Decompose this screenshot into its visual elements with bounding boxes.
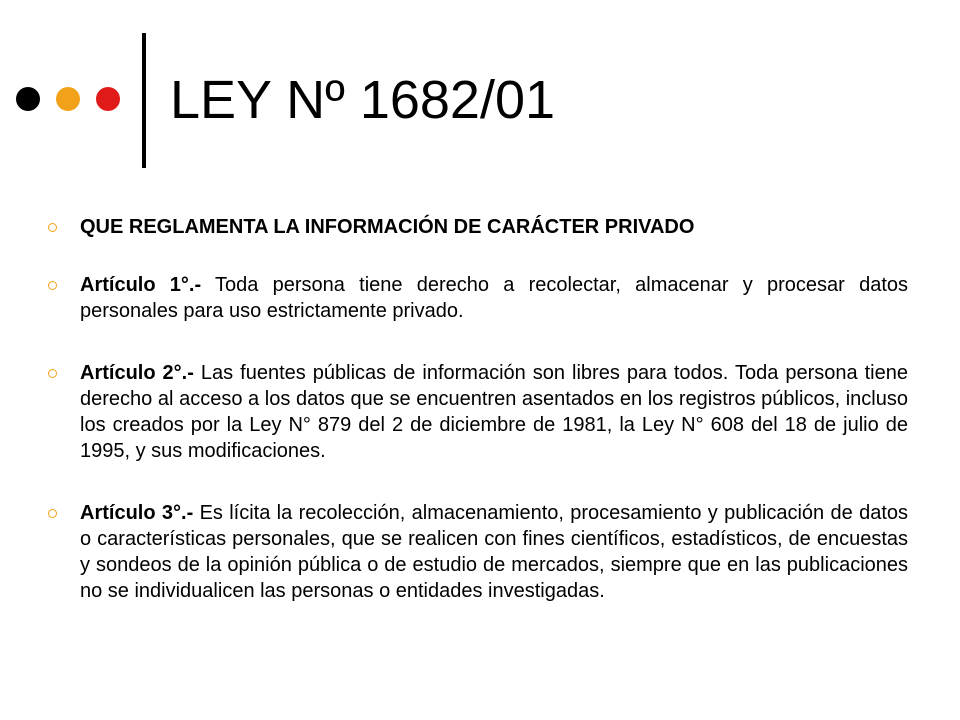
list-item-heading [48,214,908,240]
article-2-label: Artículo 2°.- [80,362,194,384]
list-item-article-2 [48,360,908,464]
bullet-icon [48,281,57,290]
bullet-icon [48,223,57,232]
bullet-icon [48,369,57,378]
article-3-label: Artículo 3°.- [80,502,194,524]
list-item-article-1 [48,272,908,324]
law-subtitle: QUE REGLAMENTA LA INFORMACIÓN DE CARÁCTER PRIVADO [80,216,695,238]
slide-title: LEY Nº 1682/01 [170,70,556,130]
article-1-text: Toda persona tiene derecho a recolectar, almacenar y procesar datos personales para uso estrictamente privado. [80,274,909,322]
article-2-text: Las fuentes públicas de información son libres para todos. Toda persona tiene derecho al acceso a los datos que se encuentren asentados en los registros públicos, incluso los creados por la Ley N° 879 del 2 de diciembre de 1981, la Ley N° 608 del 18 de julio de 1995, y sus modificaciones. [80,362,908,462]
red-dot-icon [96,87,120,111]
black-dot-icon [16,87,40,111]
article-1-label: Artículo 1°.- [80,274,202,296]
orange-dot-icon [56,87,80,111]
slide-content [48,214,908,604]
article-3-text: Es lícita la recolección, almacenamiento, procesamiento y publicación de datos o características personales, que se realicen con fines científicos, estadísticos, de encuestas y sondeos de la opinión pública o de estudio de mercados, siempre que en las publicaciones no se individualicen las personas o entidades investigadas. [80,502,909,602]
title-divider [142,33,146,168]
bullet-icon [48,509,57,518]
list-item-article-3 [48,500,908,604]
